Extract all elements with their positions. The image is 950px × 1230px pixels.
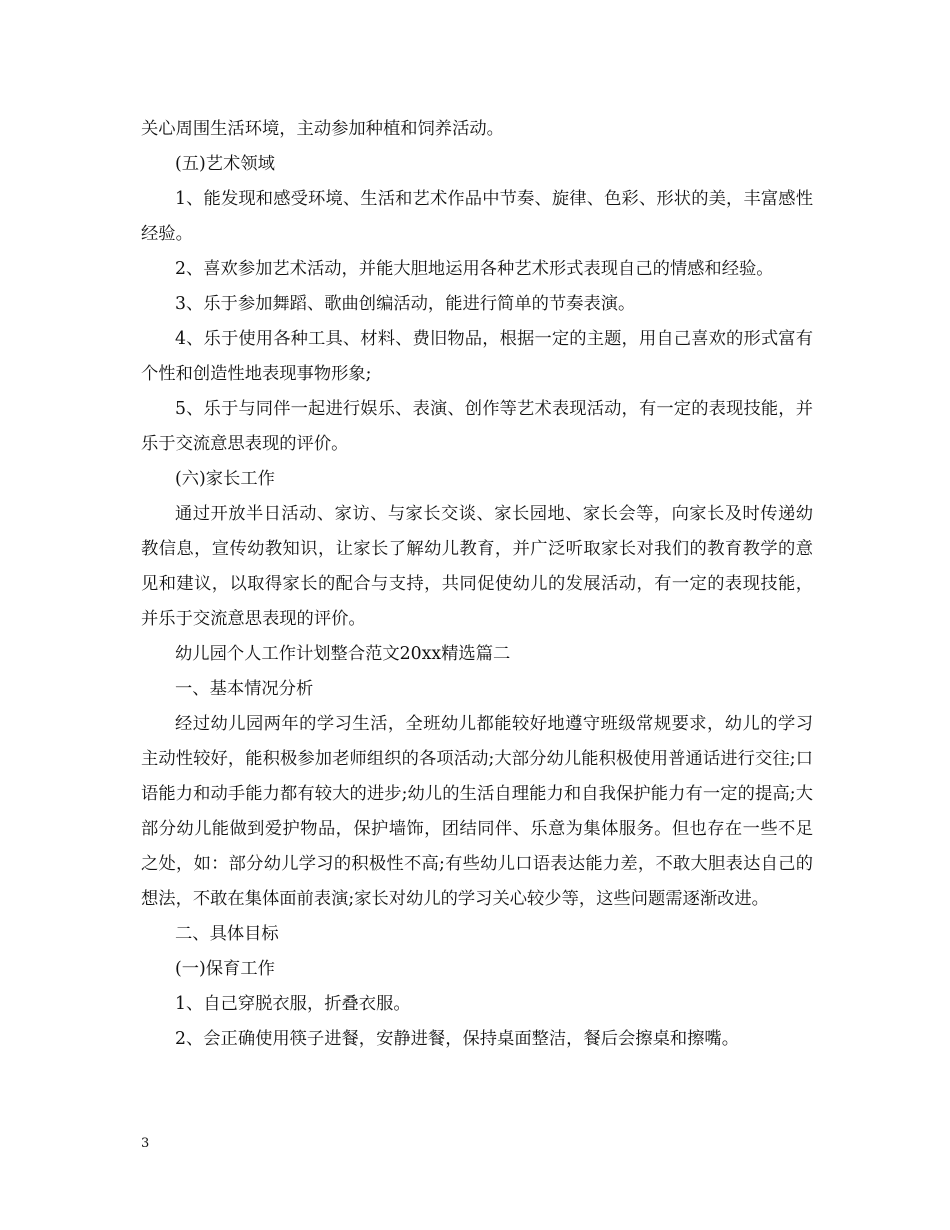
section-heading: (五)艺术领域 (175, 154, 275, 174)
list-item: 1、能发现和感受环境、生活和艺术作品中节奏、旋律、色彩、形状的美，丰富感性经验。 (141, 189, 813, 244)
list-item: 2、会正确使用筷子进餐，安静进餐，保持桌面整洁，餐后会擦桌和擦嘴。 (175, 1029, 739, 1049)
list-item: 2、喜欢参加艺术活动，并能大胆地运用各种艺术形式表现自己的情感和经验。 (175, 259, 774, 279)
list-item: 1、自己穿脱衣服，折叠衣服。 (175, 994, 411, 1014)
section-heading: (六)家长工作 (175, 469, 275, 489)
section-heading: (一)保育工作 (175, 959, 275, 979)
list-item: 5、乐于与同伴一起进行娱乐、表演、创作等艺术表现活动，有一定的表现技能，并乐于交流意思表现的评价。 (141, 399, 813, 454)
document-body (141, 112, 813, 1057)
section-heading: 一、基本情况分析 (175, 679, 314, 699)
paragraph: 经过幼儿园两年的学习生活，全班幼儿都能较好地遵守班级常规要求，幼儿的学习主动性较好，能积极参加老师组织的各项活动;大部分幼儿能积极使用普通话进行交往;口语能力和动手能力都有较大的进步;幼儿的生活自理能力和自我保护能力有一定的提高;大部分幼儿能做到爱护物品，保护墙饰，团结同伴、乐意为集体服务。但也存在一些不足之处，如：部分幼儿学习的积极性不高;有些幼儿口语表达能力差，不敢大胆表达自己的想法，不敢在集体面前表演;家长对幼儿的学习关心较少等，这些问题需逐渐改进。 (141, 714, 813, 909)
list-item: 3、乐于参加舞蹈、歌曲创编活动，能进行简单的节奏表演。 (175, 294, 636, 314)
paragraph: 关心周围生活环境，主动参加种植和饲养活动。 (141, 119, 504, 139)
paragraph: 通过开放半日活动、家访、与家长交谈、家长园地、家长会等，向家长及时传递幼教信息，宣传幼教知识，让家长了解幼儿教育，并广泛听取家长对我们的教育教学的意见和建议，以取得家长的配合与支持，共同促使幼儿的发展活动，有一定的表现技能，并乐于交流意思表现的评价。 (141, 504, 813, 629)
article-title: 幼儿园个人工作计划整合范文20xx精选篇二 (175, 644, 511, 664)
section-heading: 二、具体目标 (175, 924, 279, 944)
page-number: 3 (141, 1136, 150, 1151)
list-item: 4、乐于使用各种工具、材料、费旧物品，根据一定的主题，用自己喜欢的形式富有个性和创造性地表现事物形象; (141, 329, 813, 384)
